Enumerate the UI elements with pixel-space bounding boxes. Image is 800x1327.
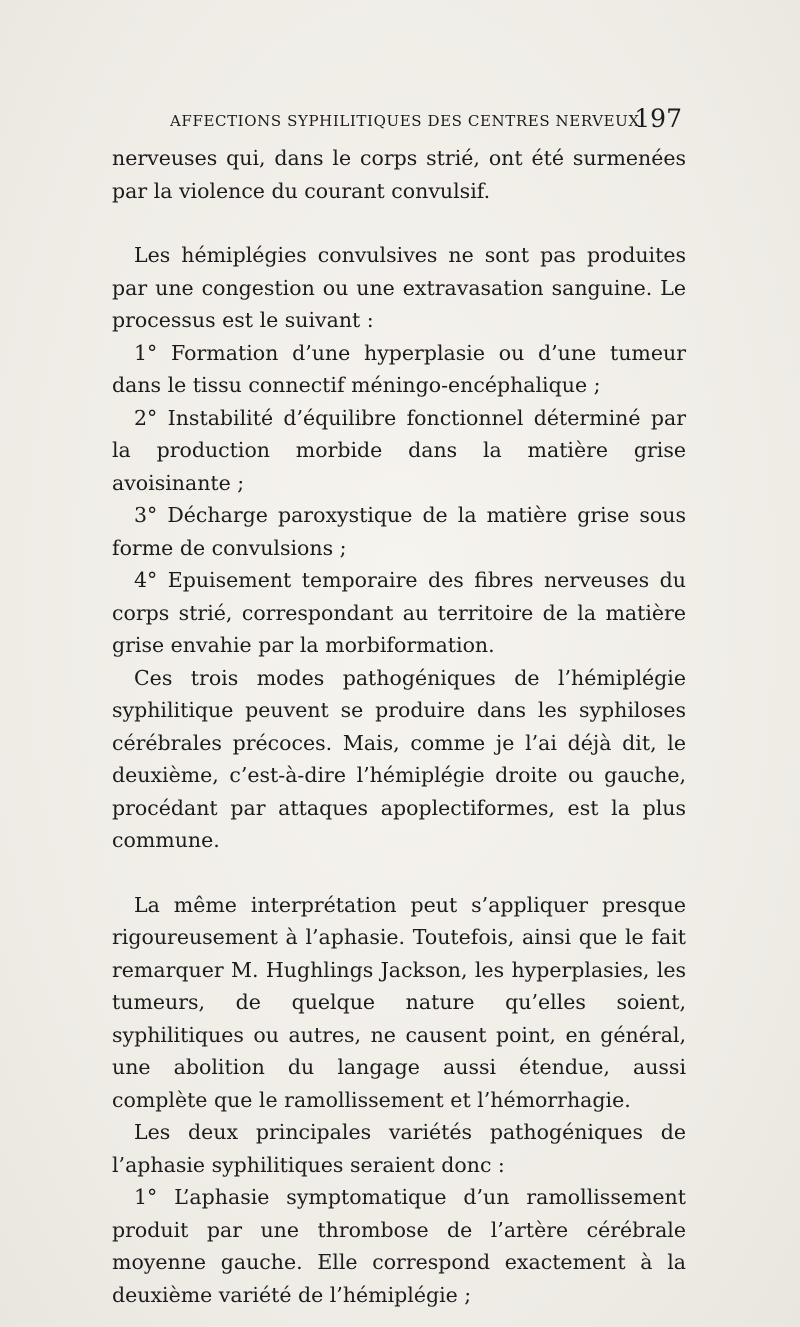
page-number: 197	[634, 104, 682, 133]
list-item-aphasie-1: 1° L’aphasie symptomatique d’un ramollissement produit par une thrombose de l’artère cérébrale moyenne gauche. Elle correspond exactement à la deuxième variété de l’hémiplégie ;	[112, 1185, 686, 1307]
paragraph-aphasie: La même interprétation peut s’appliquer presque rigoureusement à l’aphasie. Toutefois, ainsi que le fait remarquer M. Hughlings Jackson, les hyperplasies, les tumeurs, de quelque nature qu’elles soient, syphilitiques ou autres, ne causent point, en général, une abolition du langage aussi étendue, aussi complète que le ramollissement et l’hémorrhagie.	[112, 892, 686, 1112]
page-header	[170, 104, 682, 134]
paragraph-hemiplegies-convulsives: Les hémiplégies convulsives ne sont pas produites par une congestion ou une extravasation sanguine. Le processus est le suivant :	[112, 243, 686, 332]
paragraph-continuation: nerveuses qui, dans le corps strié, ont été surmenées par la violence du courant convulsif.	[112, 146, 686, 203]
paragraph-varietes-aphasie: Les deux principales variétés pathogéniques de l’aphasie syphilitiques seraient donc :	[112, 1120, 686, 1177]
list-item-1: 1° Formation d’une hyperplasie ou d’une tumeur dans le tissu connectif méningo-encéphalique ;	[112, 340, 686, 397]
list-item-3: 3° Décharge paroxystique de la matière grise sous forme de convulsions ;	[112, 503, 686, 560]
body-text	[112, 142, 686, 1311]
paragraph-modes-pathogeniques: Ces trois modes pathogéniques de l’hémiplégie syphilitique peuvent se produire dans les syphiloses cérébrales précoces. Mais, comme je l’ai déjà dit, le deuxième, c’est-à-dire l’hémiplégie droite ou gauche, procédant par attaques apoplectiformes, est la plus commune.	[112, 665, 686, 852]
running-head: AFFECTIONS SYPHILITIQUES DES CENTRES NERVEUX.	[170, 112, 646, 130]
list-item-4: 4° Epuisement temporaire des fibres nerveuses du corps strié, correspondant au territoire de la matière grise envahie par la morbiformation.	[112, 568, 686, 657]
list-item-2: 2° Instabilité d’équilibre fonctionnel déterminé par la production morbide dans la matière grise avoisinante ;	[112, 405, 686, 495]
